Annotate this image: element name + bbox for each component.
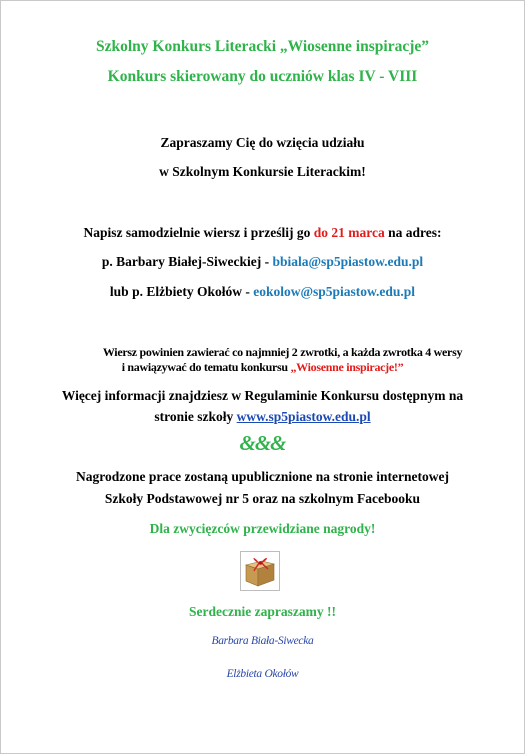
signature-1: Barbara Biała-Siwecka <box>211 635 314 647</box>
ampersand-separator: &&& <box>239 431 286 455</box>
instructions-text-before: Napisz samodzielnie wiersz i prześlij go <box>83 225 314 240</box>
deadline: do 21 marca <box>313 225 385 240</box>
invite-line-2: w Szkolnym Konkursie Literackim! <box>159 164 366 179</box>
page-title: Szkolny Konkurs Literacki „Wiosenne inspiracje” <box>96 38 429 55</box>
instructions <box>0 225 525 241</box>
gift-box-icon <box>240 551 280 591</box>
prizes-note: Dla zwycięzców przewidziane nagrody! <box>149 521 376 536</box>
page-subtitle: Konkurs skierowany do uczniów klas IV - VIII <box>107 68 418 85</box>
signature-2: Elżbieta Okołów <box>226 668 299 680</box>
more-info-text: stronie szkoły <box>154 409 237 424</box>
contact-2-email[interactable]: eokolow@sp5piastow.edu.pl <box>253 284 416 299</box>
contact-1-email[interactable]: bbiala@sp5piastow.edu.pl <box>272 254 424 269</box>
requirements-text: i nawiązywać do tematu konkursu <box>121 360 291 374</box>
closing-invitation: Serdecznie zapraszamy !! <box>189 604 336 619</box>
publication-line-2: Szkoły Podstawowej nr 5 oraz na szkolnym Facebooku <box>104 491 421 506</box>
publication-line-1: Nagrodzone prace zostaną upublicznione na stronie internetowej <box>76 469 449 484</box>
more-info-line-1: Więcej informacji znajdziesz w Regulaminie Konkursu dostępnym na <box>61 388 464 403</box>
contact-1 <box>0 254 525 270</box>
contact-2 <box>0 284 525 300</box>
contest-theme: „Wiosenne inspiracje!” <box>290 360 404 374</box>
more-info-line-2 <box>0 409 525 425</box>
instructions-text-after: na adres: <box>384 225 442 240</box>
school-website-link[interactable]: www.sp5piastow.edu.pl <box>236 409 371 424</box>
contact-1-name: p. Barbary Białej-Siweckiej - <box>101 254 273 269</box>
requirements-line-1: Wiersz powinien zawierać co najmniej 2 zwrotki, a każda zwrotka 4 wersy <box>102 345 463 359</box>
requirements-line-2 <box>0 360 525 375</box>
contact-2-name: lub p. Elżbiety Okołów - <box>109 284 254 299</box>
invite-line-1: Zapraszamy Cię do wzięcia udziału <box>160 135 365 150</box>
